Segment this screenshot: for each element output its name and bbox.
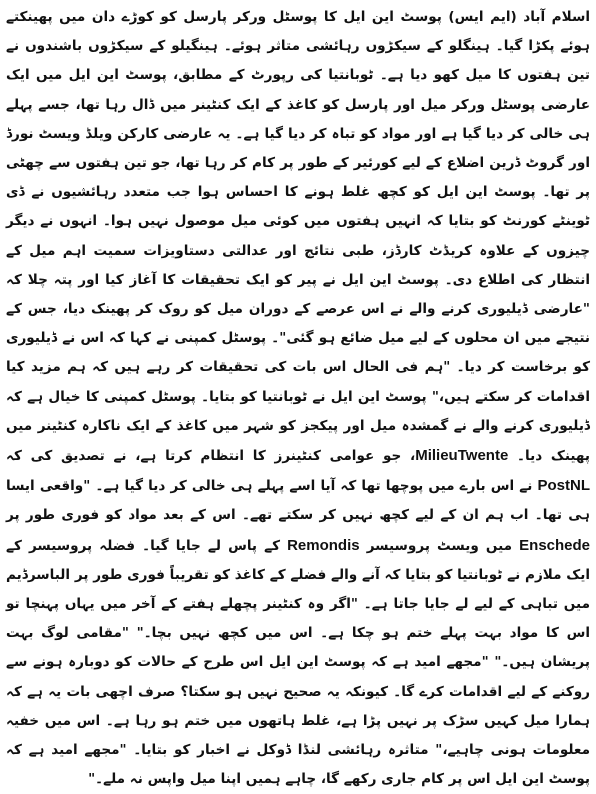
- article-text-part-4: میں ویسٹ پروسیسر: [366, 537, 513, 554]
- organization-remondis: Remondis: [287, 536, 360, 554]
- article-text-part-2: ، جو عوامی کنٹینرز کا انتظام کرتا ہے، نے تصدیق کی کہ: [6, 448, 416, 465]
- article-text-part-1: اسلام آباد (ایم ایس) پوسٹ این ایل کا پوسٹل ورکر پارسل کو کوڑے دان میں پھینکتے ہوئے پکڑا گیا۔ ہینگلو کے سیکڑوں رہائشی متاثر ہوئے۔ ہینگیلو کے سیکڑوں باشندوں نے تین ہفتوں کا میل کھو دیا ہے۔ ٹوبانتیا کی رپورٹ کے مطابق، پوسٹ این ایل میں ایک عارضی پوسٹل ورکر میل اور پارسل کو کاغذ کے ایک کنٹینر میں ڈال رہا تھا، جسے پہلے ہی خالی کر دیا گیا ہے اور مواد کو تباہ کر دیا گیا ہے۔ یہ عارضی کارکن ویلڈ ویسٹ نورڈ اور گروٹ ڈرین اضلاع کے لیے کورئیر کے طور پر کام کر رہا تھا، جو تین ہفتوں سے چھٹی پر تھا۔ پوسٹ این ایل کو کچھ غلط ہونے کا احساس ہوا جب متعدد رہائشیوں نے ڈی ٹوینٹے کورنٹ کو بتایا کہ انہیں ہفتوں میں کوئی میل موصول نہیں ہوا۔ انہوں نے دیگر چیزوں کے علاوہ کریڈٹ کارڈز، طبی نتائج اور عدالتی دستاویزات سمیت اہم میل کے انتظار کی اطلاع دی۔ پوسٹ این ایل نے پیر کو ایک تحقیقات کا آغاز کیا اور پتہ چلا کہ "عارضی ڈیلیوری کرنے والے نے اس عرصے کے دوران میل کو روک کر پھینک دیا، جس کے نتیجے میں ان محلوں کے لیے میل ضائع ہو گئی"۔ پوسٹل کمپنی نے کہا کہ اس نے ڈیلیوری کو برخاست کر دیا۔ "ہم فی الحال اس بات کی تحقیقات کر رہے ہیں کہ ہم مزید کیا اقدامات کر سکتے ہیں،" پوسٹ این ایل نے ٹوبانتیا کو بتایا۔ پوسٹل کمپنی کا خیال ہے کہ ڈیلیوری کرنے والے نے گمشدہ میل اور پیکجز کو شہر میں کاغذ کے ایک ناکارہ کنٹینر میں پھینک دیا۔: [6, 9, 591, 465]
- article-text-part-5: کے پاس لے جایا گیا۔ فضلہ پروسیسر کے ایک ملازم نے ٹوبانتیا کو بتایا کہ آنے والے فضلے کے کاغذ کو تقریباً فوری طور پر الباسرڈیم میں تباہی کے لیے لے جایا جاتا ہے۔ "اگر وہ کنٹینر پچھلے ہفتے کے آخر میں یہاں پہنچا تو اس کا مواد بہت پہلے ختم ہو چکا ہے۔ اس میں کچھ نہیں بچا۔" "مقامی لوگ بہت پریشان ہیں۔" "مجھے امید ہے کہ پوسٹ این ایل اس طرح کے حالات کو دوبارہ ہونے سے روکنے کے لیے اقدامات کرے گا۔ کیونکہ یہ صحیح نہیں ہو سکتا؟ صرف اچھی بات یہ ہے کہ ہمارا میل کہیں سڑک پر نہیں پڑا ہے، غلط ہاتھوں میں ختم ہو رہا ہے۔ اس میں خفیہ معلومات ہونی چاہیے،" متاثرہ رہائشی لنڈا ڈوکل نے اخبار کو بتایا۔ "مجھے امید ہے کہ پوسٹ این ایل اس پر کام جاری رکھے گا، چاہے ہمیں اپنا میل واپس نہ ملے۔": [6, 537, 590, 788]
- organization-postnl: PostNL: [537, 477, 590, 495]
- article-text-part-3: نے اس بارے میں پوچھا تھا کہ آیا اسے پہلے ہی خالی کر دیا گیا ہے۔ "واقعی ایسا ہی تھا۔ اب ہم ان کے لیے کچھ نہیں کر سکتے تھے۔ اس کے بعد مواد کو فوری طور پر: [6, 478, 590, 524]
- organization-milieutwente: MilieuTwente: [415, 447, 509, 465]
- city-enschede: Enschede: [519, 536, 591, 554]
- article-paragraph: [6, 3, 590, 794]
